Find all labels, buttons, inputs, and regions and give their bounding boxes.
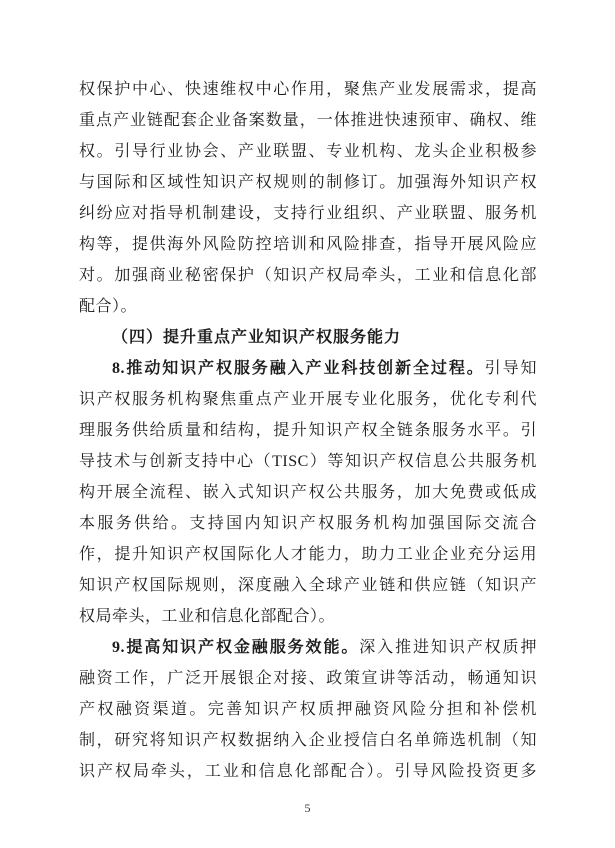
- bold-lead-text: 9.提高知识产权金融服务效能。: [112, 639, 360, 656]
- regular-text: 对。加强商业秘密保护（知识产权局牵头，工业和信息化部: [79, 267, 537, 284]
- regular-text: 识产权服务机构聚焦重点产业开展专业化服务，优化专利代: [79, 391, 537, 408]
- section-heading: [79, 322, 537, 353]
- regular-text: 本服务供给。支持国内知识产权服务机构加强国际交流合: [79, 515, 537, 532]
- regular-text: 配合）。: [79, 298, 138, 315]
- text-line: [79, 570, 537, 601]
- regular-text: 权。引导行业协会、产业联盟、专业机构、龙头企业积极参: [79, 143, 537, 160]
- regular-text: 纠纷应对指导机制建设，支持行业组织、产业联盟、服务机: [79, 205, 537, 222]
- page-number: 5: [304, 801, 311, 815]
- text-line: [79, 477, 537, 508]
- text-line: [79, 229, 537, 260]
- paragraph-end-line: [79, 601, 537, 632]
- regular-text: 权保护中心、快速维权中心作用，聚焦产业发展需求，提高: [79, 81, 537, 98]
- paragraph-first-line: [79, 632, 537, 663]
- text-line: [79, 384, 537, 415]
- regular-text: 产权融资渠道。完善知识产权质押融资风险分担和补偿机: [79, 701, 537, 718]
- text-line: [79, 105, 537, 136]
- regular-text: 构开展全流程、嵌入式知识产权公共服务，加大免费或低成: [79, 484, 537, 501]
- text-line: [79, 167, 537, 198]
- text-line: [79, 539, 537, 570]
- text-line: [79, 74, 537, 105]
- text-line: [79, 260, 537, 291]
- text-line: [79, 756, 537, 787]
- regular-text: 理服务供给质量和结构，提升知识产权全链条服务水平。引: [79, 422, 537, 439]
- heading-text: （四）提升重点产业知识产权服务能力: [112, 329, 402, 346]
- text-line: [79, 415, 537, 446]
- text-line: [79, 694, 537, 725]
- regular-text: 与国际和区域性知识产权规则的制修订。加强海外知识产权: [79, 174, 537, 191]
- regular-text: 制，研究将知识产权数据纳入企业授信白名单筛选机制（知: [79, 732, 537, 749]
- text-line: [79, 446, 537, 477]
- regular-text: 融资工作，广泛开展银企对接、政策宣讲等活动，畅通知识: [79, 670, 537, 687]
- paragraph-end-line: [79, 291, 537, 322]
- text-line: [79, 198, 537, 229]
- bold-lead-text: 8.推动知识产权服务融入产业科技创新全过程。: [112, 360, 485, 377]
- regular-text: 构等，提供海外风险防控培训和风险排查，指导开展风险应: [79, 236, 537, 253]
- regular-text: 识产权局牵头，工业和信息化部配合）。引导风险投资更多: [79, 763, 537, 780]
- regular-text: 知识产权国际规则，深度融入全球产业链和供应链（知识产: [79, 577, 537, 594]
- text-line: [79, 725, 537, 756]
- regular-text: 导技术与创新支持中心（TISC）等知识产权信息公共服务机: [79, 453, 537, 470]
- text-block: [79, 74, 537, 787]
- regular-text: 权局牵头，工业和信息化部配合）。: [79, 608, 336, 625]
- regular-text: 深入推进知识产权质押: [359, 639, 537, 656]
- paragraph-first-line: [79, 353, 537, 384]
- regular-text: 作，提升知识产权国际化人才能力，助力工业企业充分运用: [79, 546, 537, 563]
- text-line: [79, 663, 537, 694]
- text-line: [79, 136, 537, 167]
- regular-text: 引导知: [484, 360, 537, 377]
- regular-text: 重点产业链配套企业备案数量，一体推进快速预审、确权、维: [79, 112, 537, 129]
- text-line: [79, 508, 537, 539]
